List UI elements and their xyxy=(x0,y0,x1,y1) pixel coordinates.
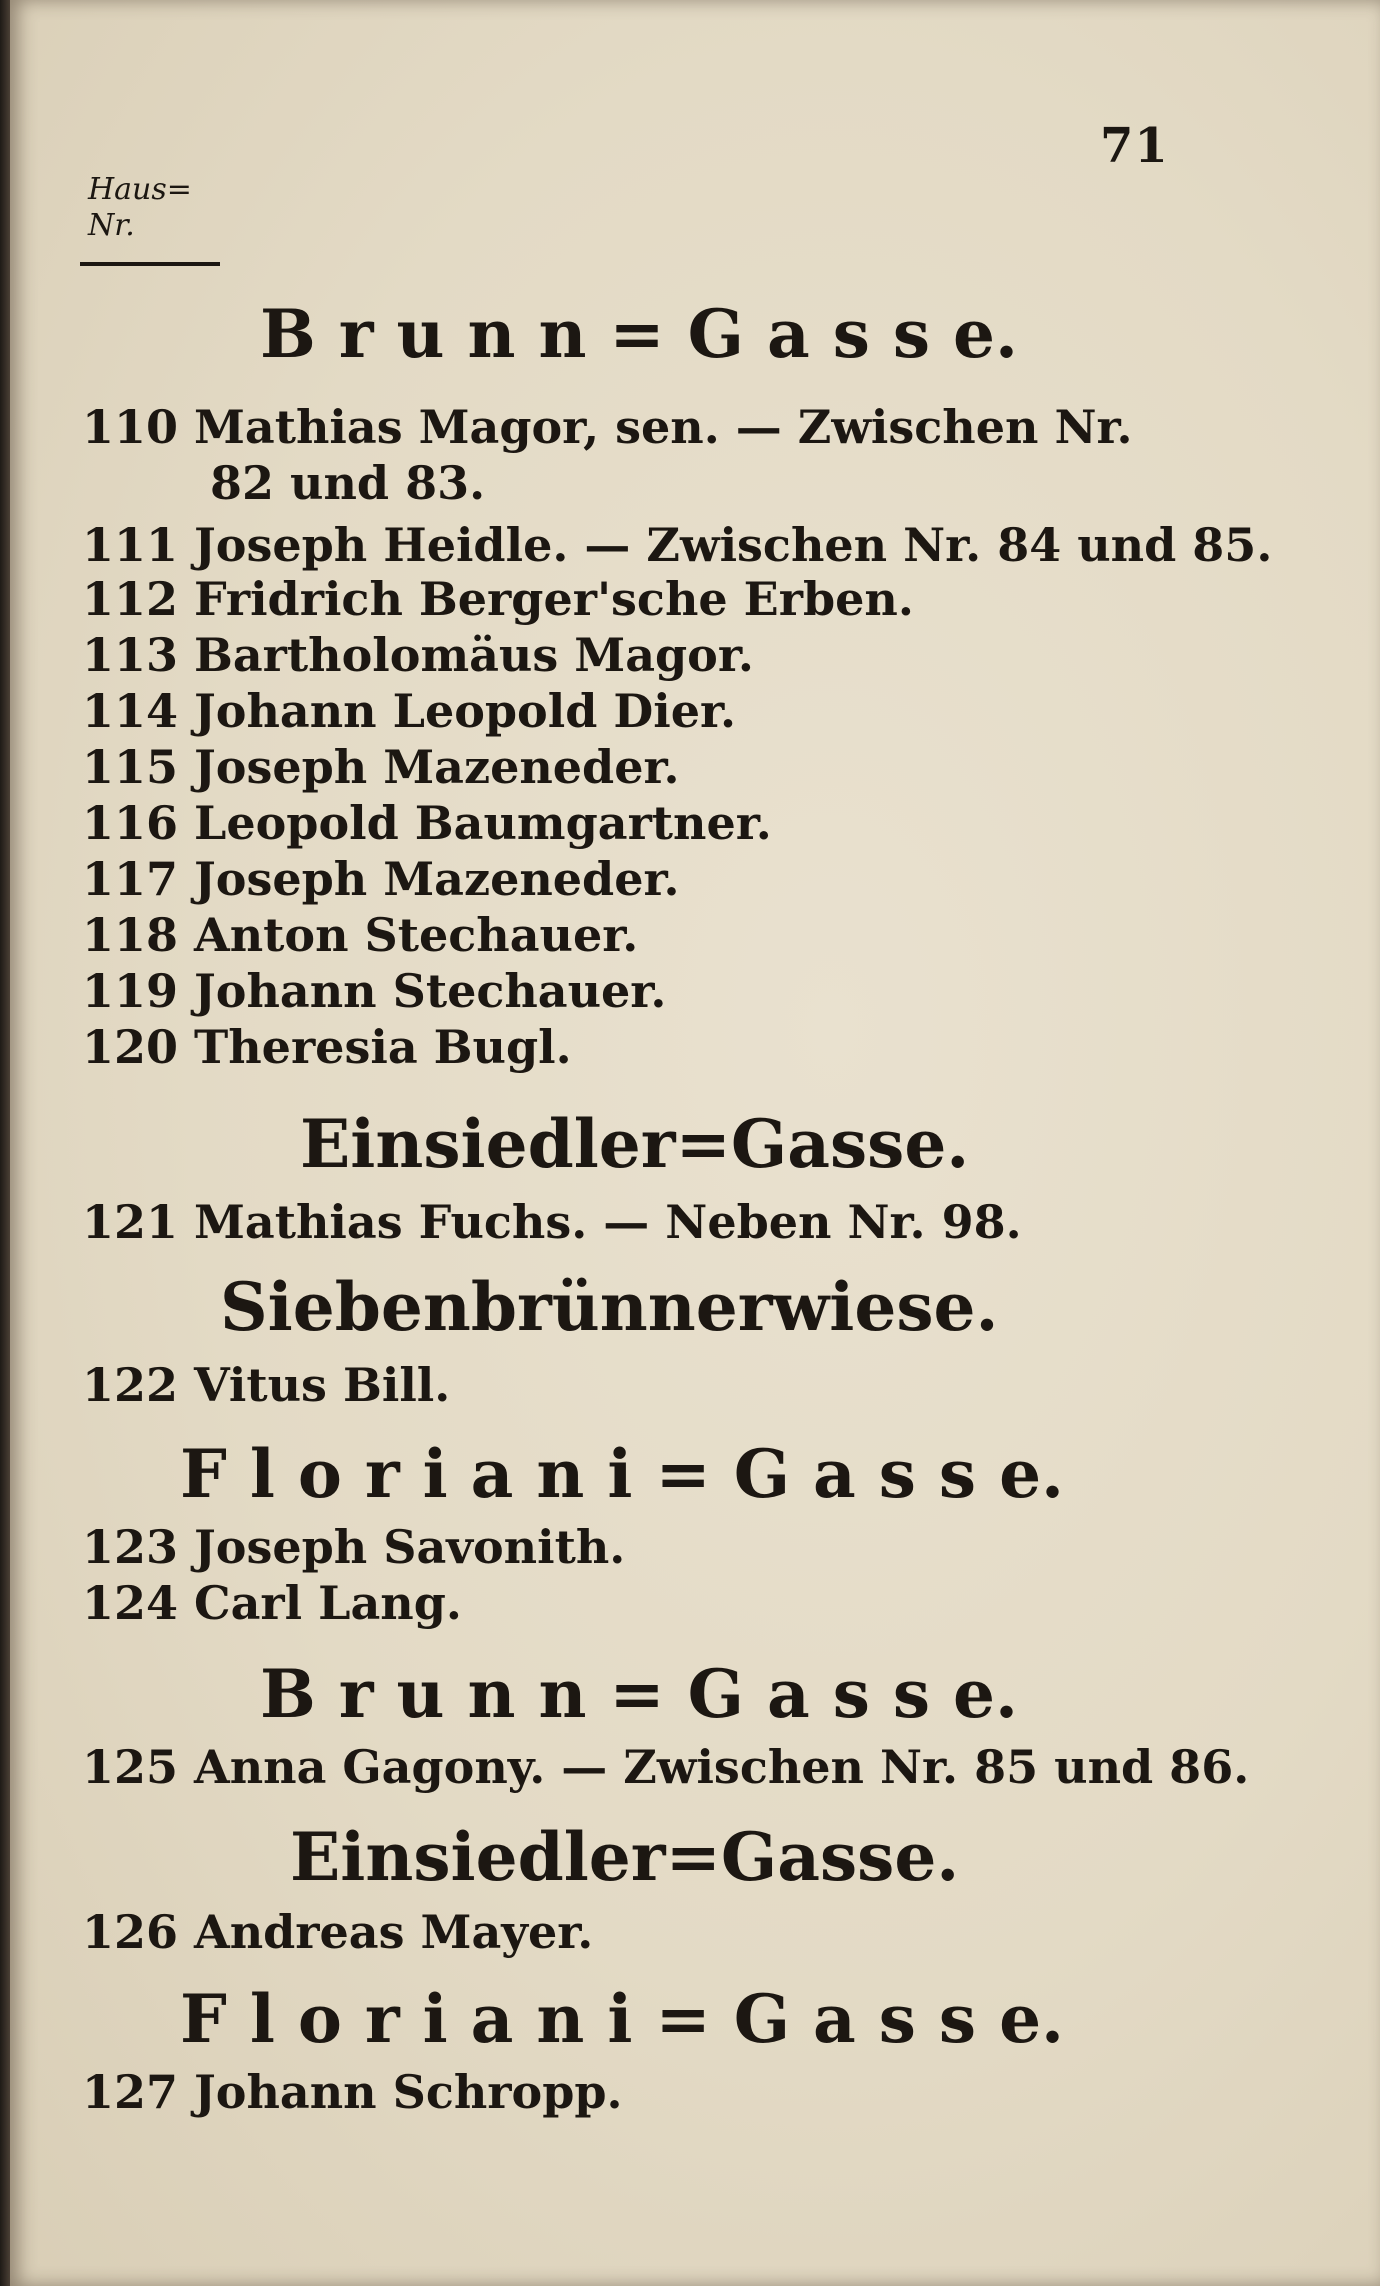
list-item xyxy=(82,2065,623,2119)
list-item xyxy=(82,1520,625,1574)
house-number: 119 xyxy=(82,964,179,1018)
resident-text: Carl Lang. xyxy=(194,1576,462,1630)
house-number: 112 xyxy=(82,572,179,626)
list-item xyxy=(82,852,680,906)
book-spine-shadow xyxy=(0,0,10,2286)
list-item xyxy=(82,628,754,682)
resident-text: Joseph Heidle. — Zwischen Nr. 84 und 85. xyxy=(194,518,1273,572)
house-number: 120 xyxy=(82,1020,179,1074)
resident-text: Bartholomäus Magor. xyxy=(194,628,754,682)
resident-text: Fridrich Berger'sche Erben. xyxy=(194,572,914,626)
street-heading: B r u n n = G a s s e. xyxy=(260,295,1019,373)
house-number: 111 xyxy=(82,518,179,572)
house-number: 110 xyxy=(82,400,179,454)
list-item xyxy=(82,740,680,794)
house-number: 122 xyxy=(82,1358,179,1412)
resident-text: Theresia Bugl. xyxy=(194,1020,572,1074)
resident-text: Johann Stechauer. xyxy=(194,964,667,1018)
list-item xyxy=(82,1740,1249,1794)
house-number: 114 xyxy=(82,684,179,738)
page-number: 71 xyxy=(1100,118,1169,174)
house-number: 126 xyxy=(82,1905,179,1959)
street-heading: Einsiedler=Gasse. xyxy=(300,1105,970,1183)
resident-text: Leopold Baumgartner. xyxy=(194,796,772,850)
entry-continuation: 82 und 83. xyxy=(210,456,486,510)
list-item xyxy=(82,796,772,850)
house-number: 117 xyxy=(82,852,179,906)
resident-text: Mathias Fuchs. — Neben Nr. 98. xyxy=(194,1195,1022,1249)
resident-text: Anton Stechauer. xyxy=(194,908,639,962)
list-item xyxy=(82,1358,450,1412)
street-heading: B r u n n = G a s s e. xyxy=(260,1655,1019,1733)
street-heading: Einsiedler=Gasse. xyxy=(290,1818,960,1896)
resident-text: Johann Leopold Dier. xyxy=(194,684,737,738)
list-item xyxy=(82,572,914,626)
column-header-line2: Nr. xyxy=(88,208,135,243)
street-heading: F l o r i a n i = G a s s e. xyxy=(180,1980,1065,2058)
house-number: 115 xyxy=(82,740,179,794)
list-item xyxy=(82,1576,462,1630)
list-item xyxy=(82,684,736,738)
resident-text: Anna Gagony. — Zwischen Nr. 85 und 86. xyxy=(194,1740,1250,1794)
resident-text: Joseph Mazeneder. xyxy=(194,852,680,906)
list-item xyxy=(82,908,638,962)
resident-text: Joseph Mazeneder. xyxy=(194,740,680,794)
house-number: 123 xyxy=(82,1520,179,1574)
header-rule xyxy=(80,262,220,266)
resident-text: Johann Schropp. xyxy=(194,2065,623,2119)
resident-text: Joseph Savonith. xyxy=(194,1520,626,1574)
resident-text: Andreas Mayer. xyxy=(194,1905,594,1959)
house-number: 118 xyxy=(82,908,179,962)
house-number: 113 xyxy=(82,628,179,682)
list-item xyxy=(82,400,1133,454)
list-item xyxy=(82,1195,1022,1249)
house-number: 124 xyxy=(82,1576,179,1630)
resident-text: Vitus Bill. xyxy=(194,1358,451,1412)
list-item xyxy=(82,1020,572,1074)
street-heading: Siebenbrünnerwiese. xyxy=(220,1268,999,1346)
book-page xyxy=(10,0,1380,2286)
house-number: 121 xyxy=(82,1195,179,1249)
list-item xyxy=(82,964,666,1018)
street-heading: F l o r i a n i = G a s s e. xyxy=(180,1435,1065,1513)
list-item xyxy=(82,1905,593,1959)
house-number: 125 xyxy=(82,1740,179,1794)
list-item xyxy=(82,518,1272,572)
resident-text: Mathias Magor, sen. — Zwischen Nr. xyxy=(194,400,1133,454)
house-number: 116 xyxy=(82,796,179,850)
house-number: 127 xyxy=(82,2065,179,2119)
column-header-line1: Haus= xyxy=(88,172,192,207)
house-number-column-header xyxy=(88,172,192,244)
